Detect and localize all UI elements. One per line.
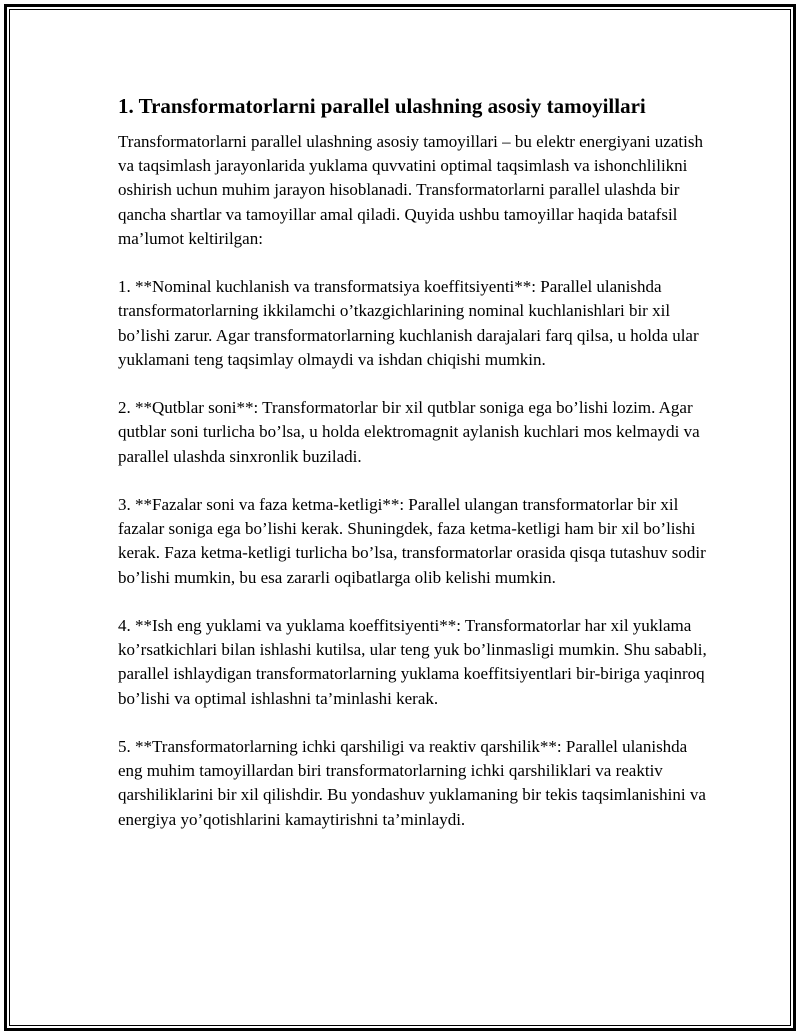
- principle-paragraph-5: 5. **Transformatorlarning ichki qarshiligi va reaktiv qarshilik**: Parallel ulanishda eng muhim tamoyillardan biri transformatorlarning ichki qarshiliklari va reaktiv qarshiliklarini bir xil qilishdir. Bu yondashuv yuklamaning bir tekis taqsimlanishini va energiya yo’qotishlarini kamaytirishni ta’minlaydi.: [118, 737, 706, 829]
- principle-paragraph-3: 3. **Fazalar soni va faza ketma-ketligi**: Parallel ulangan transformatorlar bir xil fazalar soniga ega bo’lishi kerak. Shuningdek, faza ketma-ketligi ham bir xil bo’lishi kerak. Faza ketma-ketligi turlicha bo’lsa, transformatorlar orasida qisqa tutashuv sodir bo’lishi mumkin, bu esa zararli oqibatlarga olib kelishi mumkin.: [118, 495, 706, 587]
- principle-paragraph-1: 1. **Nominal kuchlanish va transformatsiya koeffitsiyenti**: Parallel ulanishda transformatorlarning ikkilamchi o’tkazgichlarining nominal kuchlanishlari bir xil bo’lishi zarur. Agar transformatorlarning kuchlanish darajalari farq qilsa, u holda ular yuklamani teng taqsimlay olmaydi va ishdan chiqishi mumkin.: [118, 277, 699, 369]
- intro-paragraph: Transformatorlarni parallel ulashning asosiy tamoyillari – bu elektr energiyani uzatish va taqsimlash jarayonlarida yuklama quvvatini optimal taqsimlash va ishonchlilikni oshirish uchun muhim jarayon hisoblanadi. Transformatorlarni parallel ulashda bir qancha shartlar va tamoyillar amal qiladi. Quyida ushbu tamoyillar haqida batafsil ma’lumot keltirilgan:: [118, 132, 703, 248]
- principle-paragraph-2: 2. **Qutblar soni**: Transformatorlar bir xil qutblar soniga ega bo’lishi lozim. Agar qutblar soni turlicha bo’lsa, u holda elektromagnit aylanish kuchlari mos kelmaydi va parallel ulashda sinxronlik buziladi.: [118, 398, 700, 466]
- document-title: 1. Transformatorlarni parallel ulashning asosiy tamoyillari: [118, 94, 646, 118]
- document-body: [118, 93, 708, 856]
- principle-paragraph-4: 4. **Ish eng yuklami va yuklama koeffitsiyenti**: Transformatorlar har xil yuklama ko’rsatkichlari bilan ishlashi kutilsa, ular teng yuk bo’linmasligi mumkin. Shu sababli, parallel ishlaydigan transformatorlarning yuklama koeffitsiyentlari bir-biriga yaqinroq bo’lishi va optimal ishlashni ta’minlashi kerak.: [118, 616, 707, 708]
